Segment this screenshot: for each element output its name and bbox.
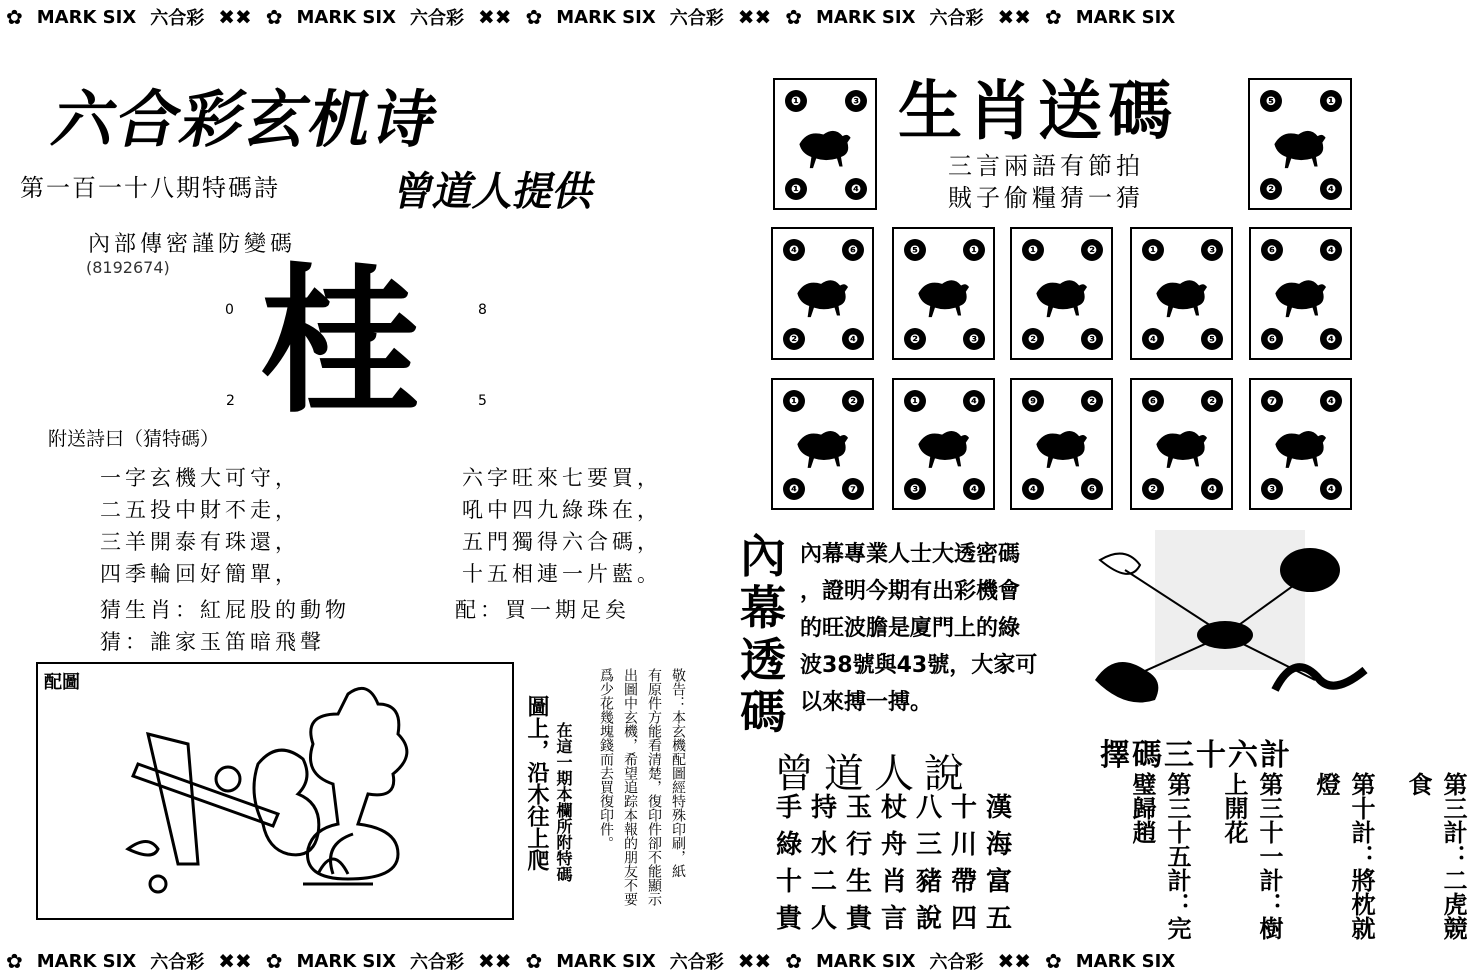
card-number: ❹ (783, 478, 805, 500)
guess-zodiac-pair: 配：買一期足矣 (455, 598, 630, 622)
zodiac-animal-icon (1269, 265, 1332, 322)
card-number: ❸ (845, 90, 867, 112)
flower-icon: ✿ (265, 5, 283, 29)
zodiac-animal-icon (791, 265, 854, 322)
card-number: ❷ (1022, 328, 1044, 350)
poem-line: 二五投中財不走， (100, 498, 300, 522)
card-number: ❹ (1320, 390, 1342, 412)
zodiac-card (771, 227, 874, 360)
poem-heading: 附送詩曰（猜特碼） (48, 428, 220, 450)
card-number: ❸ (1201, 239, 1223, 261)
card-number: ❶ (785, 90, 807, 112)
band-mark: MARK SIX (1075, 6, 1176, 28)
notice-column: 爲少花幾塊錢而去買復印件。 (598, 668, 614, 850)
zodiac-card (1010, 227, 1113, 360)
zodiac-animal-icon (1150, 265, 1213, 322)
card-number: ❻ (842, 239, 864, 261)
card-number: ❹ (1142, 328, 1164, 350)
card-number: ❶ (904, 390, 926, 412)
band-cn: 六合彩 (150, 8, 205, 29)
card-number: ❷ (1260, 178, 1282, 200)
card-number: ❹ (1022, 478, 1044, 500)
zodiac-title: 生肖送碼 (898, 75, 1178, 149)
code-line: (8192674) (86, 258, 170, 277)
poem-line: 一字玄機大可守， (100, 466, 300, 490)
card-number: ❹ (1320, 328, 1342, 350)
card-number: ❹ (845, 178, 867, 200)
band-mark: MARK SIX (1075, 950, 1176, 972)
cross-icon: ✖✖ (997, 949, 1031, 973)
issue-title: 第一百一十八期特碼詩 (20, 174, 280, 202)
card-number: ❸ (963, 328, 985, 350)
band-mark: MARK SIX (296, 950, 396, 972)
card-number: ❸ (1081, 328, 1103, 350)
zodiac-animal-icon (912, 265, 975, 322)
poem-left (100, 462, 300, 590)
plan-column: 第三十五計：完璧歸趙 (1128, 772, 1191, 940)
card-number: ❷ (1201, 390, 1223, 412)
plan-column: 第三計：二虎競食 (1404, 772, 1467, 940)
cross-icon: ✖✖ (737, 949, 772, 973)
card-number: ❷ (1142, 478, 1164, 500)
band-mark: MARK SIX (36, 6, 137, 28)
zodiac-animal-icon (791, 416, 854, 472)
card-number: ❾ (1022, 390, 1044, 412)
card-number: ❻ (1081, 478, 1103, 500)
corner-number: 0 (225, 302, 234, 318)
zodiac-card (1249, 378, 1352, 510)
guess-riddle: 猜：誰家玉笛暗飛聲 (100, 630, 325, 654)
flower-icon: ✿ (525, 5, 543, 29)
zeng-line: 十二生肖豬帶富 (776, 867, 1022, 897)
zodiac-card (773, 78, 877, 210)
card-number: ❸ (904, 478, 926, 500)
zeng-title: 曾道人說 (774, 751, 974, 797)
neimu-line: 以來搏一搏。 (800, 690, 933, 715)
corner-number: 5 (478, 393, 487, 409)
neimu-line: 波38號與43號，大家可 (800, 653, 1038, 678)
band-cn: 六合彩 (409, 952, 464, 973)
page-title: 六合彩玄机诗 (46, 83, 446, 156)
card-number: ❹ (1201, 478, 1223, 500)
band-mark: MARK SIX (816, 6, 916, 28)
band-mark: MARK SIX (556, 950, 656, 972)
zodiac-card (892, 378, 995, 510)
card-number: ❹ (783, 239, 805, 261)
notice-column: 出圖中玄機，希望追踪本報的朋友不要 (622, 668, 638, 906)
zodiac-subtitle: 賊子偷糧猜一猜 (948, 184, 1144, 212)
card-number: ❹ (1320, 478, 1342, 500)
card-number: ❷ (904, 328, 926, 350)
picture-box (36, 662, 514, 920)
band-cn: 六合彩 (150, 952, 205, 973)
band-mark: MARK SIX (556, 6, 656, 28)
card-number: ❶ (783, 390, 805, 412)
flower-icon: ✿ (785, 949, 803, 973)
cross-icon: ✖✖ (477, 949, 512, 973)
card-number: ❶ (1022, 239, 1044, 261)
band-cn: 六合彩 (409, 8, 464, 29)
cross-icon: ✖✖ (997, 5, 1031, 29)
flower-icon: ✿ (525, 949, 543, 973)
plan-title: 擇碼三十六計 (1100, 738, 1292, 773)
card-number: ❼ (842, 478, 864, 500)
guess-zodiac: 猜生肖：紅屁股的動物 (100, 598, 350, 622)
header-band (0, 0, 1391, 34)
zeng-poem (776, 790, 1021, 938)
card-number: ❻ (1261, 239, 1283, 261)
card-number: ❶ (963, 239, 985, 261)
corner-number: 2 (226, 393, 235, 409)
zeng-line: 貴人貴言說四五 (776, 904, 1022, 934)
card-number: ❺ (1260, 90, 1282, 112)
plan-columns (1125, 772, 1471, 942)
zodiac-card (1130, 378, 1233, 510)
footer-band (0, 944, 1391, 978)
flower-icon: ✿ (6, 949, 23, 973)
poem-line: 十五相連一片藍。 (462, 562, 662, 586)
card-number: ❷ (842, 390, 864, 412)
poem-line: 六字旺來七要買， (462, 466, 662, 490)
neimu-text (800, 536, 1037, 721)
band-cn: 六合彩 (669, 952, 724, 973)
secret-line: 內部傳密謹防變碼 (88, 232, 297, 257)
cartoon-illustration (118, 674, 438, 904)
big-character: 桂 (260, 248, 421, 435)
zodiac-animal-icon (1030, 265, 1093, 322)
poem-line: 吼中四九綠珠在， (462, 498, 662, 522)
card-number: ❹ (963, 478, 985, 500)
card-number: ❺ (904, 239, 926, 261)
provider-title: 曾道人提供 (389, 169, 600, 215)
note-column-big: 圖上，沿木往上爬 (524, 695, 550, 871)
flower-icon: ✿ (265, 949, 283, 973)
note-column: 在這一期本欄所附特碼 (554, 722, 573, 882)
zodiac-card (892, 227, 995, 360)
card-number: ❷ (1081, 239, 1103, 261)
band-mark: MARK SIX (816, 950, 916, 972)
poem-right (462, 462, 662, 590)
picture-label: 配圖 (44, 672, 80, 693)
plan-column: 第三十一計：樹上開花 (1220, 772, 1283, 940)
zodiac-card (1249, 227, 1352, 360)
zodiac-animal-icon (1269, 416, 1332, 472)
card-number: ❷ (783, 328, 805, 350)
zodiac-card (771, 378, 874, 510)
cross-icon: ✖✖ (737, 5, 772, 29)
flower-icon: ✿ (6, 5, 23, 29)
band-mark: MARK SIX (296, 6, 396, 28)
flower-icon: ✿ (785, 5, 803, 29)
card-number: ❸ (1261, 478, 1283, 500)
card-number: ❶ (1320, 90, 1342, 112)
card-number: ❹ (1320, 239, 1342, 261)
flower-icon: ✿ (1045, 949, 1062, 973)
band-cn: 六合彩 (669, 8, 724, 29)
poem-line: 五門獨得六合碼， (462, 530, 662, 554)
band-cn: 六合彩 (929, 952, 984, 973)
zodiac-card (1130, 227, 1233, 360)
zodiac-card (1248, 78, 1352, 210)
card-number: ❹ (963, 390, 985, 412)
cross-icon: ✖✖ (218, 5, 252, 29)
card-number: ❶ (1142, 239, 1164, 261)
card-number: ❺ (1201, 328, 1223, 350)
card-number: ❷ (1081, 390, 1103, 412)
card-number: ❻ (1261, 328, 1283, 350)
zodiac-card (1010, 378, 1113, 510)
zodiac-animal-icon (1150, 416, 1213, 472)
zodiac-animal-icon (793, 116, 857, 172)
zeng-line: 手持玉杖八十漢 (776, 793, 1022, 823)
zodiac-animal-icon (1268, 116, 1332, 172)
band-mark: MARK SIX (36, 950, 137, 972)
card-number: ❻ (1142, 390, 1164, 412)
zodiac-animal-icon (912, 416, 975, 472)
zodiac-animal-icon (1030, 416, 1093, 472)
poem-line: 三羊開泰有珠還， (100, 530, 300, 554)
neimu-line: ，證明今期有出彩機會 (800, 579, 1021, 604)
neimu-title: 內幕透碼 (740, 529, 786, 739)
cross-icon: ✖✖ (218, 949, 252, 973)
card-number: ❶ (785, 178, 807, 200)
card-number: ❹ (1320, 178, 1342, 200)
plan-column: 第十計：將枕就燈 (1312, 772, 1375, 940)
neimu-line: 的旺波膽是廈門上的綠 (800, 616, 1021, 641)
card-number: ❹ (842, 328, 864, 350)
notice-block (596, 668, 688, 918)
notice-column: 敬告：本玄機配圖經特殊印刷，紙 (670, 668, 686, 878)
poem-line: 四季輪回好簡單， (100, 562, 300, 586)
band-cn: 六合彩 (929, 8, 984, 29)
corner-number: 8 (478, 302, 487, 318)
zodiac-subtitle: 三言兩語有節拍 (948, 152, 1144, 180)
flower-icon: ✿ (1045, 5, 1062, 29)
neimu-line: 內幕專業人士大透密碼 (800, 542, 1021, 567)
zodiac-collage (1085, 530, 1370, 720)
notice-column: 有原件方能看清楚，復印件卻不能顯示 (646, 668, 662, 906)
zeng-line: 綠水行舟三川海 (776, 830, 1022, 860)
cross-icon: ✖✖ (477, 5, 512, 29)
card-number: ❼ (1261, 390, 1283, 412)
